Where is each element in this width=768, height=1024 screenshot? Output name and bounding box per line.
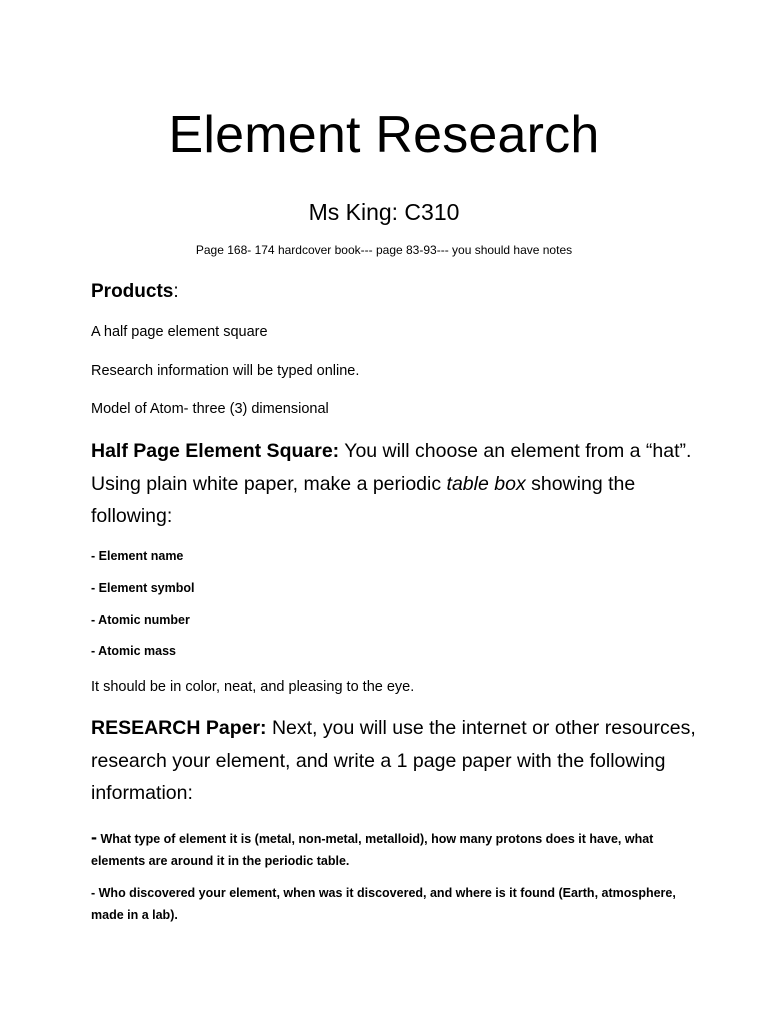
research-paper-text: Next, you will use the internet or other resources, research your element, and write a 1 page paper with the following information: xyxy=(91,717,696,804)
half-page-square-text-end: showing the following: xyxy=(91,472,636,527)
research-bullet-item xyxy=(91,826,681,872)
products-heading-colon: : xyxy=(173,281,179,302)
products-heading xyxy=(91,279,711,305)
square-bullet-item: - Atomic number xyxy=(91,613,190,627)
page-reference: Page 168- 174 hardcover book--- page 83-93--- you should have notes xyxy=(195,243,573,257)
half-page-square-heading: Half Page Element Square: xyxy=(91,440,340,462)
product-item: A half page element square xyxy=(91,324,268,340)
research-paper-paragraph xyxy=(91,712,711,810)
teacher-room-subtitle: Ms King: C310 xyxy=(308,199,460,225)
square-bullet-item: - Element symbol xyxy=(91,581,195,595)
product-item: Research information will be typed online. xyxy=(91,363,360,379)
product-item: Model of Atom- three (3) dimensional xyxy=(91,401,329,417)
research-bullet-dash: - xyxy=(91,827,97,847)
research-paper-heading: RESEARCH Paper: xyxy=(91,717,267,739)
half-page-square-paragraph xyxy=(91,435,711,533)
research-bullet-item: - Who discovered your element, when was it discovered, and where is it found (Earth, atmosphere, made in a lab). xyxy=(91,886,676,922)
square-bullet-item: - Element name xyxy=(91,549,184,563)
document-title: Element Research xyxy=(168,106,600,164)
products-heading-label: Products xyxy=(91,281,174,302)
square-closing-line: It should be in color, neat, and pleasing to the eye. xyxy=(91,679,415,695)
table-box-italic: table box xyxy=(446,472,526,495)
research-bullet-text: What type of element it is (metal, non-metal, metalloid), how many protons does it have, what elements are around it in the periodic table. xyxy=(91,832,654,868)
square-bullet-item: - Atomic mass xyxy=(91,644,176,658)
half-page-square-text: You will choose an element from a “hat”. Using plain white paper, make a periodic xyxy=(91,440,692,495)
